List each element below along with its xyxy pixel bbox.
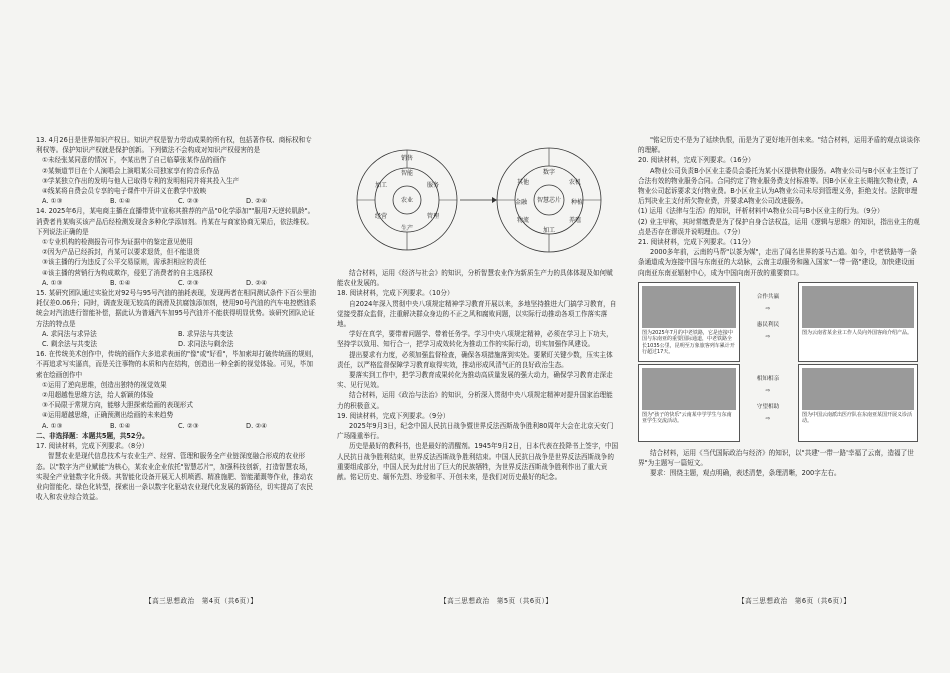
q18-paragraph: 要落实到工作中，把学习教育成果转化为推动高质量发展的强大动力，确保学习教育走深走实、见行见效。 bbox=[337, 371, 613, 390]
q14-option: ④该主播的营销行为构成欺诈，侵犯了消费者的自主选择权 bbox=[42, 268, 213, 277]
q20-question-2: (2) 业主甲称，其时常缴费是为了保护自身合法权益，运用《逻辑与思维》的知识，指出业主的观点是否存在谬误并说明理由。（7分） bbox=[638, 217, 920, 236]
q16-stem: 16. 在传统美术创作中，传统的画作大多追求表面的"像"或"好看"，毕加索却打破传统画的规则，不再追求写实逼真，而是关注事物的本质和内在结构，创造出一种全新的视觉体验。可见，毕加索在绘画创作中 bbox=[36, 350, 318, 379]
svg-text:物流: 物流 bbox=[516, 217, 530, 224]
q14-stem: 14. 2025年6月，某电商主播在直播带货中宣称其推荐的产品"0化学添加""服用7天逆转肌龄"。消费者肖某购买该产品后经检测发现含多种化学添加剂。肖某在与商家协商无果后，依法维权。下列说法正确的是 bbox=[36, 207, 315, 236]
photo-medical: 图为中国云南派出医疗队在东南亚某国开展义诊活动。 bbox=[798, 364, 918, 442]
q20-material: A物业公司负责B小区业主委员会委托为某小区提供物业服务。A物业公司与B小区业主签订了合法有效的物业服务合同。合同约定了物业服务费支付标准等。因B小区业主长期拖欠物业费，A物业公司起诉要求支付物业费。B小区业主认为A物业公司未尽到管理义务，拒绝支付。法院审理后判决业主支付所欠物业费，并要求A物业公司改进服务。 bbox=[638, 166, 919, 206]
svg-text:加工: 加工 bbox=[374, 182, 388, 189]
photo-students: 图为"孩子的快乐"云南某中学学生与东南亚学生交流活动。 bbox=[638, 364, 740, 442]
q17-heading: 17. 阅读材料，完成下列要求。（8分） bbox=[36, 442, 149, 451]
q19-paragraph: 2025年9月3日，纪念中国人民抗日战争暨世界反法西斯战争胜利80周年大会在北京天安门广场隆重举行。 bbox=[337, 422, 614, 441]
q14-option: ③该主播的行为违反了公平交易原则，需承担相应的责任 bbox=[42, 258, 207, 267]
q18-question: 结合材料，运用《政治与法治》的知识，分析深入贯彻中央八项规定精神对提升国家治理能力的积极意义。 bbox=[337, 391, 613, 410]
page-footer: 【高三思想政治 第4页（共6页）】 bbox=[145, 597, 258, 605]
svg-text:服务: 服务 bbox=[426, 182, 440, 189]
q16-option: ①运用了逆向思维，创造出独特的视觉效果 bbox=[42, 380, 167, 389]
svg-text:生产: 生产 bbox=[400, 225, 414, 232]
q18-paragraph: 自2024年深入贯彻中央八项规定精神学习教育开展以来，多地坚持推进大门搞学习教育，自觉接受群众监督，注重解决群众身边的不正之风和腐败问题，以实际行动推动各项工作落实落地。 bbox=[337, 299, 617, 329]
left-center-label: 农业 bbox=[400, 197, 414, 204]
page-6-column bbox=[638, 135, 920, 478]
photo-railway: 图为2025年7月的中老铁路，它是连接中国与东南亚的重要国际通道，中老铁路全长1035公里，昆明至万象旅客列车累计开行超过17天。 bbox=[638, 282, 740, 362]
section-heading: 二、非选择题：本题共5题，共52分。 bbox=[36, 431, 149, 440]
arrow-icon: ⇨ bbox=[765, 333, 771, 340]
svg-text:销售: 销售 bbox=[400, 155, 414, 162]
q13-stem: 13. 4月26日是世界知识产权日。知识产权是智力劳动成果的所有权，包括著作权、商标权和专利权等。保护知识产权就是保护创新。下列做法不会构成对知识产权侵害的是 bbox=[36, 136, 312, 155]
q13-answers: A. ①③ B. ①④ C. ②③ D. ②④ bbox=[42, 197, 268, 206]
q17-material: 智慧农业是现代信息技术与农业生产、经营、管理和服务全产业链深度融合形成的农业形态。以"数字为产业赋能"为核心，某农业企业依托"智慧芯片"，加强科技创新，打造智慧农场，实现全产业链数字化升级。其智能化设备开展无人机喷洒、精准施肥、智能灌溉等作业，推动农业向智能化、绿色化转型，探索出一条以数字化驱动农业现代化发展的新路径，切实提高了农民收入和农业综合效益。 bbox=[36, 452, 313, 502]
trade-photo bbox=[802, 286, 914, 328]
q13-option: ②某频道节目在个人演唱会上演唱某公司独家享有的音乐作品 bbox=[42, 166, 220, 175]
page-4-column bbox=[36, 135, 318, 502]
svg-text:金融: 金融 bbox=[514, 199, 528, 206]
students-photo bbox=[642, 368, 736, 410]
arrow-icon: ⇨ bbox=[765, 415, 771, 422]
arrow-icon: ⇨ bbox=[765, 387, 771, 394]
q19-question: "铭记历史不是为了延续仇恨，而是为了更好地开创未来。"结合材料，运用矛盾的观点谈谈你的理解。 bbox=[638, 136, 920, 155]
svg-text:数字: 数字 bbox=[542, 169, 556, 176]
q15-stem: 15. 某研究团队通过实验比对92号与95号汽油的抽耗表现，发现两者在相同测试条件下百公里油耗仅差0.06升；同时，调查发现无较高的润滑及抗腐蚀添加剂，使用90号汽油的汽车电控燃油系统会对汽油进行智能补偿，据此认为普通汽车加95号汽油并不能获得明显优势。该研究团队论证方法的特点是 bbox=[36, 289, 317, 328]
photo-trade: 图为云南省某企业工作人员向外国客商介绍产品。 bbox=[798, 282, 918, 362]
q14-answers: A. ①③ B. ①④ C. ②③ D. ②④ bbox=[42, 278, 268, 287]
smart-farm-diagram bbox=[337, 142, 619, 260]
svg-text:加工: 加工 bbox=[542, 227, 556, 234]
svg-text:管理: 管理 bbox=[426, 213, 440, 220]
q16-option: ②用超越性思维方法，给人新颖的体验 bbox=[42, 391, 154, 400]
svg-text:农机: 农机 bbox=[568, 179, 582, 186]
q21-question: 结合材料，运用《当代国际政治与经济》的知识，以"共建'一带一路'幸福了云南，造福了世界"为主题写一篇短文。 bbox=[638, 448, 914, 468]
q14-option: ①专业机构的检测报告可作为证据中的鉴定意见使用 bbox=[42, 238, 193, 247]
svg-text:经营: 经营 bbox=[374, 213, 388, 220]
q13-option: ①未经张某同意的情况下，李某出售了自己临摹张某作品的画作 bbox=[42, 156, 226, 165]
q20-question-1: (1) 运用《法律与生活》的知识，评析材料中A物业公司与B小区业主的行为。（9分） bbox=[638, 207, 884, 216]
svg-text:种植: 种植 bbox=[570, 199, 584, 206]
q19-paragraph: 历史是最好的教科书，也是最好的清醒剂。1945年9月2日，日本代表在投降书上签字，中国人民抗日战争胜利结束，世界反法西斯战争胜利结束。中国人民抗日战争是世界反法西斯战争的重要组成部分，中国人民为此付出了巨大的民族牺牲，为世界反法西斯战争胜利作出了重大贡献。铭记历史、缅怀先烈、珍爱和平、开创未来，是我们对历史最好的纪念。 bbox=[337, 442, 619, 482]
svg-text:其他: 其他 bbox=[516, 179, 530, 186]
page-footer: 【高三思想政治 第5页（共6页）】 bbox=[440, 597, 553, 605]
q20-heading: 20. 阅读材料，完成下列要求。（16分） bbox=[638, 156, 755, 165]
q18-paragraph: 提出要求有力度，必须加强监督检查，确保各项措施落到实处。要紧盯关键少数，压实主体责任，以严格监督保障学习教育取得实效，推动形成风清气正的良好政治生态。 bbox=[337, 350, 613, 369]
q16-option: ③不局限于常规方向，能够大胆探索绘画的表现形式 bbox=[42, 401, 193, 410]
q16-answers: A. ①③ B. ①④ C. ②③ D. ②④ bbox=[42, 421, 268, 430]
right-center-label: 智慧芯片 bbox=[536, 197, 562, 204]
q18-paragraph: 学好在真学，要带着问题学、带着任务学。学习中央八项规定精神，必须在学习上下功夫，坚持学以致用、知行合一，把学习成效转化为推动工作的实际行动，切实加强作风建设。 bbox=[337, 330, 613, 349]
q15-answers: A. 求同法与求异法 B. 求异法与共变法 bbox=[42, 329, 233, 338]
q21-material: 2000多年前，云南的马帮"以茶为媒"，走出了闻名世界的茶马古道。如今，中老铁路等一条条通道成为连接中国与东南亚的大动脉，云南主动服务和融入国家"一带一路"建设，加快建设面向南亚东南亚辐射中心，成为中国向南开放的重要窗口。 bbox=[638, 248, 917, 277]
arrow-icon: ⇨ bbox=[765, 305, 771, 312]
medical-photo bbox=[802, 368, 914, 410]
q17-question: 结合材料，运用《经济与社会》的知识，分析智慧农业作为新质生产力的具体体现及如何赋能农业发展的。 bbox=[337, 269, 613, 288]
svg-text:智能: 智能 bbox=[400, 170, 414, 177]
q14-option: ②因为产品已经拆封，肖某可以要求退货，但不能退货 bbox=[42, 248, 200, 257]
train-photo bbox=[642, 286, 736, 328]
q21-photo-grid: 图为2025年7月的中老铁路，它是连接中国与东南亚的重要国际通道，中老铁路全长1035公里，昆明至万象旅客列车累计开行超过17天。 合作共赢 ⇨ 惠民利民 ⇨ 图为云南省某企业工作人员向外国客商介绍产品。 图为"孩子的快乐"云南某中学学生与东南亚学生交流活动。 相知相亲 ⇨ 守望相助 ⇨ 图为中国云南派出医疗队在东南亚某国开展义诊活动。 bbox=[638, 282, 920, 442]
q18-heading: 18. 阅读材料，完成下列要求。（10分） bbox=[337, 289, 454, 298]
q13-option: ④线某将自费会员专享的电子课件中开讲义在教学中放映 bbox=[42, 187, 207, 196]
q21-requirement: 要求：围绕主题，观点明确，表述清楚，条理清晰，200字左右。 bbox=[650, 469, 841, 478]
svg-text:养殖: 养殖 bbox=[568, 217, 582, 224]
q16-option: ④运用超越思维，正确预测出绘画的未来趋势 bbox=[42, 411, 174, 420]
q13-option: ③学某独立作出的发明与他人已取得专利的发明相同并将其投入生产 bbox=[42, 176, 240, 185]
q15-answers: C. 剩余法与共变法 D. 求同法与剩余法 bbox=[42, 340, 234, 349]
q19-heading: 19. 阅读材料，完成下列要求。（9分） bbox=[337, 411, 450, 420]
page-footer: 【高三思想政治 第6页（共6页）】 bbox=[738, 597, 851, 605]
q21-heading: 21. 阅读材料，完成下列要求。（11分） bbox=[638, 238, 755, 247]
diagram-svg bbox=[337, 142, 619, 260]
page-5-column bbox=[337, 140, 619, 482]
